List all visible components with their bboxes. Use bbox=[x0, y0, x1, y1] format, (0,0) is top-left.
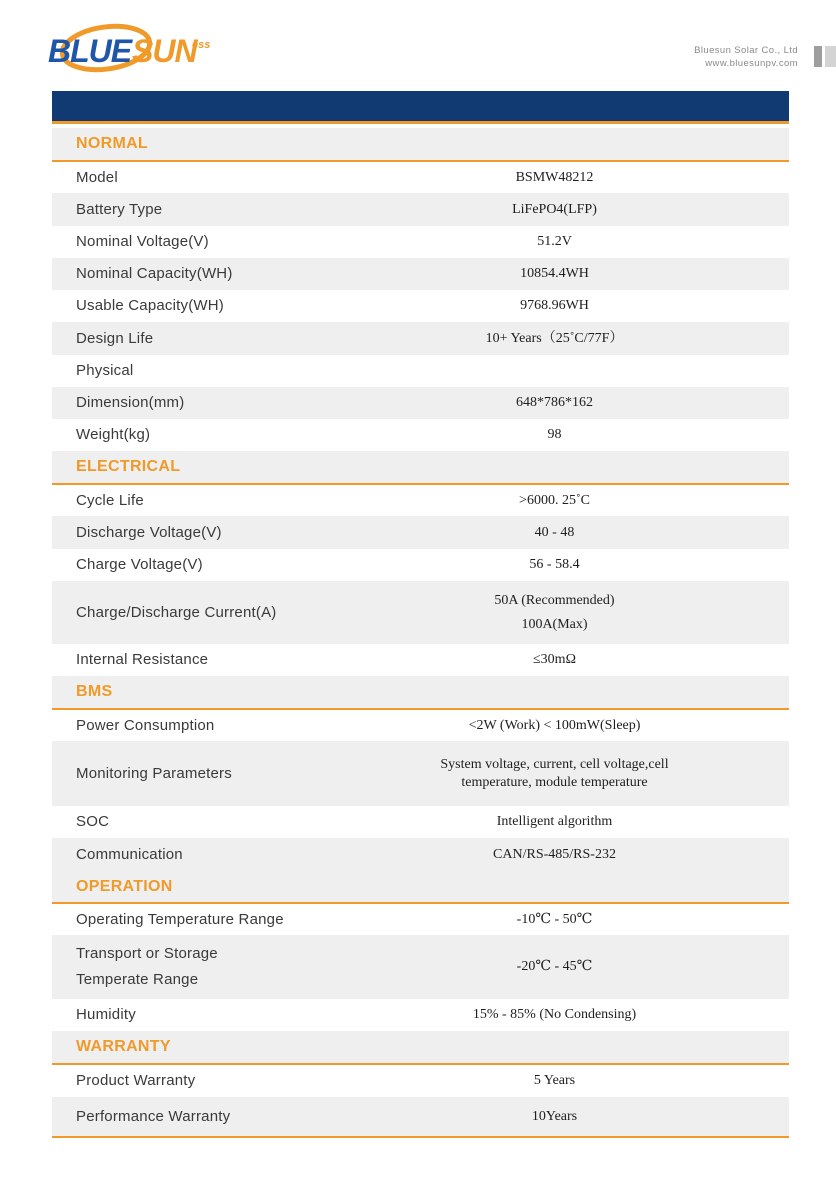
section-title: ELECTRICAL bbox=[76, 458, 181, 475]
row-value: 9768.96WH bbox=[520, 298, 589, 313]
row-value: BSMW48212 bbox=[515, 169, 594, 185]
row-label: Communication bbox=[76, 845, 183, 863]
table-bottom-rule bbox=[52, 1136, 789, 1138]
row-value: ≤30mΩ bbox=[533, 652, 576, 667]
table-row bbox=[52, 322, 789, 355]
section-header-electrical bbox=[52, 451, 789, 485]
row-label: Cycle Life bbox=[76, 491, 144, 509]
table-row bbox=[52, 290, 789, 322]
row-label bbox=[52, 941, 362, 993]
row-label: Charge/Discharge Current(A) bbox=[76, 603, 277, 621]
row-value: 648*786*162 bbox=[516, 395, 593, 410]
row-value: LiFePO4(LFP) bbox=[512, 201, 597, 217]
row-label: Battery Type bbox=[76, 200, 163, 218]
row-value: CAN/RS-485/RS-232 bbox=[493, 846, 616, 862]
row-label: Charge Voltage(V) bbox=[76, 556, 203, 573]
table-row bbox=[52, 1097, 789, 1136]
row-value: >6000. 25˚C bbox=[519, 492, 590, 508]
section-header-normal bbox=[52, 128, 789, 162]
row-label: Performance Warranty bbox=[76, 1107, 231, 1125]
row-label-line: Transport or Storage bbox=[76, 945, 218, 962]
row-value: Intelligent algorithm bbox=[496, 814, 613, 829]
spec-table bbox=[52, 128, 789, 1138]
table-row bbox=[52, 1065, 789, 1097]
row-value-line: System voltage, current, cell voltage,cell bbox=[440, 756, 669, 772]
table-row bbox=[52, 999, 789, 1031]
row-label: Internal Resistance bbox=[76, 651, 209, 668]
table-row bbox=[52, 258, 789, 290]
row-value bbox=[362, 589, 747, 637]
section-header-operation bbox=[52, 871, 789, 904]
row-value-line: temperature, module temperature bbox=[461, 774, 648, 790]
section-title: OPERATION bbox=[76, 877, 173, 895]
table-row bbox=[52, 549, 789, 581]
section-header-warranty bbox=[52, 1031, 789, 1065]
row-value: 10854.4WH bbox=[520, 266, 589, 281]
table-row bbox=[52, 904, 789, 935]
section-title: NORMAL bbox=[76, 135, 149, 152]
row-label: Operating Temperature Range bbox=[76, 910, 284, 928]
row-value: <2W (Work) < 100mW(Sleep) bbox=[468, 717, 641, 733]
table-row bbox=[52, 838, 789, 871]
row-value: 10+ Years（25˚C/77F） bbox=[485, 330, 624, 346]
row-value: 15% - 85% (No Condensing) bbox=[472, 1007, 637, 1022]
row-label: Design Life bbox=[76, 329, 154, 347]
section-title: WARRANTY bbox=[76, 1038, 171, 1055]
svg-text:BLUE: BLUE bbox=[48, 33, 132, 69]
row-value-line: 100A(Max) bbox=[521, 616, 588, 632]
row-value: 10Years bbox=[531, 1108, 578, 1124]
row-value: 40 - 48 bbox=[534, 524, 575, 540]
table-row bbox=[52, 710, 789, 741]
company-name: Bluesun Solar Co., Ltd bbox=[694, 45, 798, 56]
table-row bbox=[52, 355, 789, 387]
row-label: Product Warranty bbox=[76, 1072, 196, 1089]
table-row bbox=[52, 644, 789, 676]
row-label: Power Consumption bbox=[76, 716, 215, 734]
row-value: 5 Years bbox=[533, 1073, 576, 1088]
svg-text:SUN: SUN bbox=[132, 33, 197, 69]
company-info bbox=[694, 44, 798, 70]
section-title: BMS bbox=[76, 683, 113, 700]
title-bar bbox=[52, 91, 789, 124]
row-value: 56 - 58.4 bbox=[529, 557, 580, 572]
row-value: -20℃ - 45℃ bbox=[516, 959, 593, 974]
row-label: Nominal Voltage(V) bbox=[76, 233, 209, 250]
row-label: Weight(kg) bbox=[76, 426, 151, 443]
corner-decoration bbox=[814, 46, 836, 67]
section-header-bms bbox=[52, 676, 789, 710]
row-value: 51.2V bbox=[537, 234, 572, 249]
row-label: Monitoring Parameters bbox=[76, 764, 232, 782]
table-row bbox=[52, 935, 789, 999]
table-row bbox=[52, 516, 789, 549]
row-value bbox=[362, 756, 747, 792]
row-label: Dimension(mm) bbox=[76, 394, 185, 411]
row-label: Model bbox=[76, 168, 118, 186]
row-label: Usable Capacity(WH) bbox=[76, 297, 224, 314]
row-label: Nominal Capacity(WH) bbox=[76, 265, 233, 282]
table-row bbox=[52, 741, 789, 806]
bluesun-logo bbox=[44, 18, 214, 86]
svg-text:ess: ess bbox=[192, 39, 211, 51]
row-value: 98 bbox=[547, 427, 562, 442]
table-row bbox=[52, 485, 789, 516]
row-label: Physical bbox=[76, 362, 134, 379]
row-label: Discharge Voltage(V) bbox=[76, 523, 222, 541]
table-row bbox=[52, 419, 789, 451]
company-website: www.bluesunpv.com bbox=[705, 58, 798, 69]
table-row bbox=[52, 226, 789, 258]
row-value: -10℃ - 50℃ bbox=[516, 911, 593, 927]
table-row bbox=[52, 581, 789, 644]
table-row bbox=[52, 387, 789, 419]
row-label: Humidity bbox=[76, 1006, 136, 1023]
table-row bbox=[52, 162, 789, 193]
table-row bbox=[52, 193, 789, 226]
table-row bbox=[52, 806, 789, 838]
row-label-line: Temperate Range bbox=[76, 971, 199, 988]
row-label: SOC bbox=[76, 813, 110, 830]
row-value-line: 50A (Recommended) bbox=[494, 592, 615, 608]
